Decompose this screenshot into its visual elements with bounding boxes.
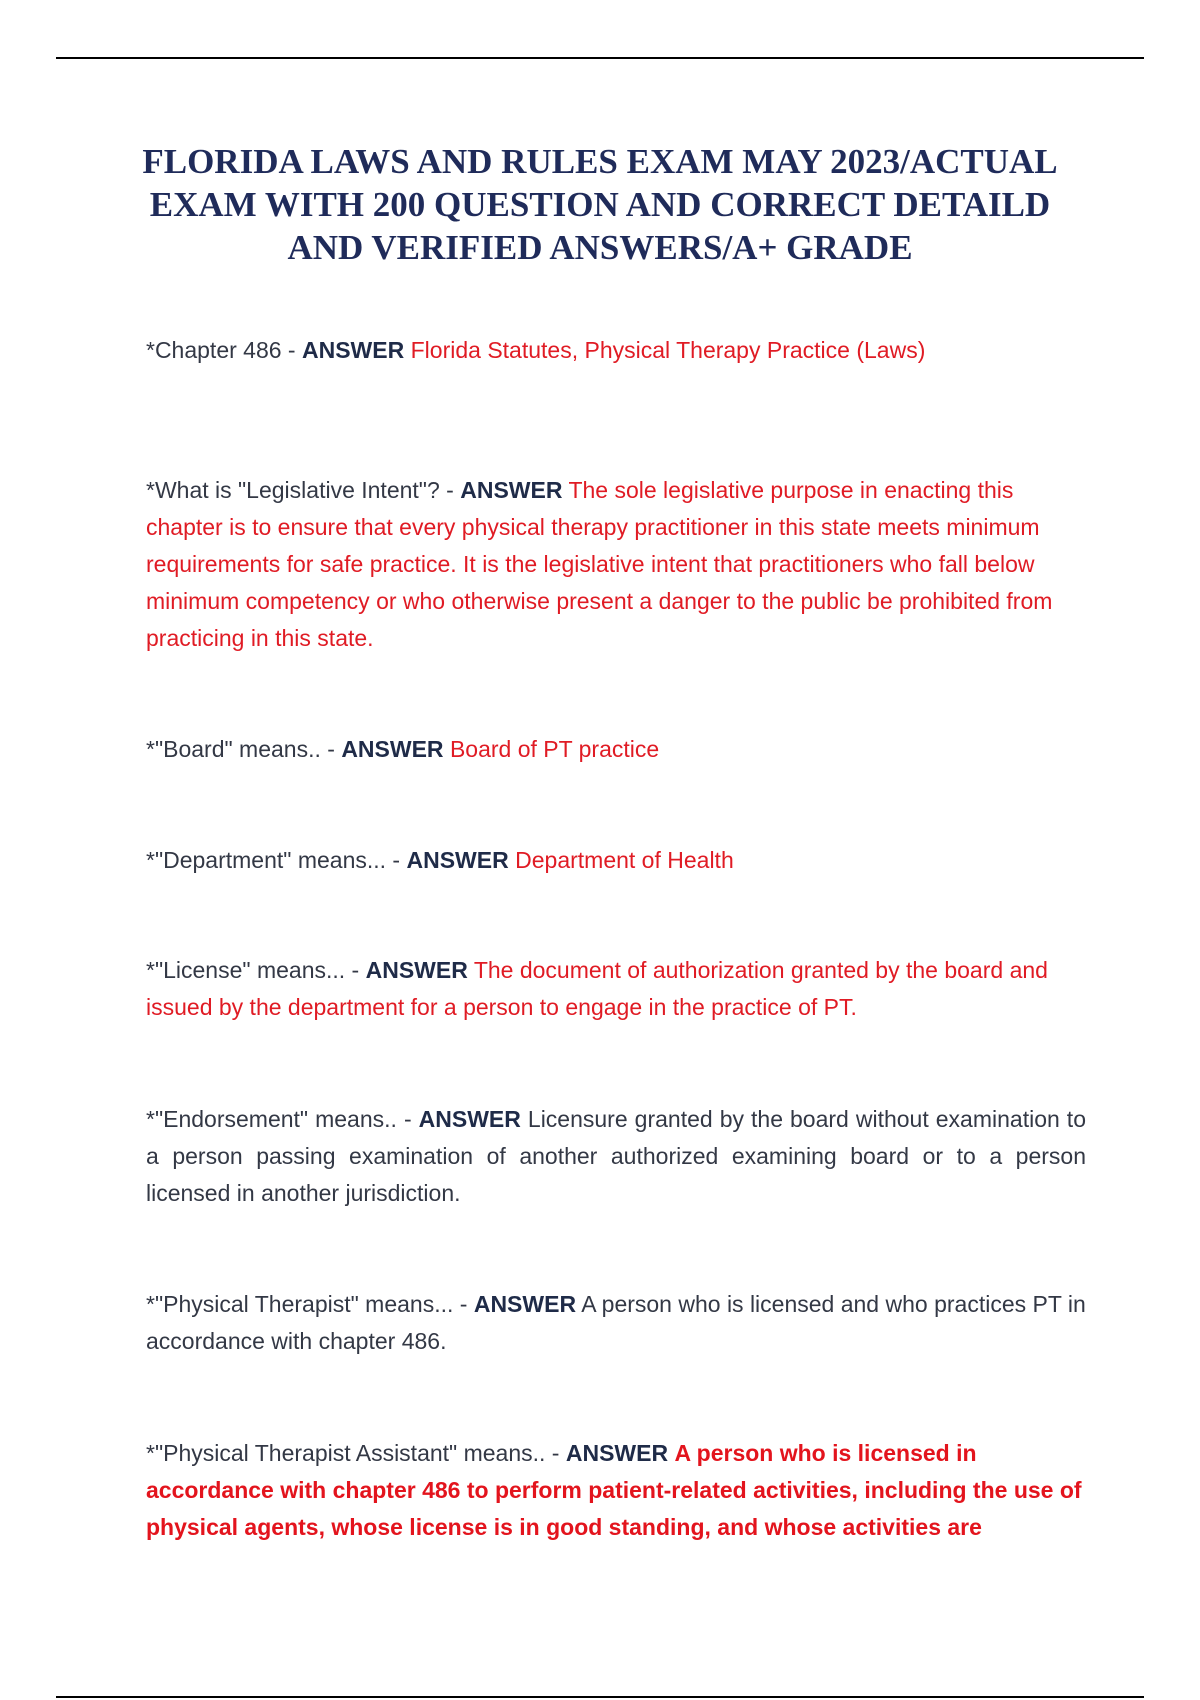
separator: - — [281, 337, 302, 363]
question-text: *"Physical Therapist Assistant" means.. — [146, 1440, 546, 1466]
qa-entry-legislative-intent — [146, 472, 1086, 657]
separator: - — [396, 1106, 419, 1132]
answer-keyword: ANSWER — [565, 1440, 669, 1466]
answer-text: Florida Statutes, Physical Therapy Practice (Laws) — [410, 337, 926, 363]
qa-entry-chapter-486 — [146, 332, 1086, 369]
question-text: *"Board" means.. — [146, 736, 321, 762]
separator: - — [439, 477, 461, 503]
qa-entry-physical-therapist-assistant — [146, 1435, 1086, 1546]
answer-text: A person who is licensed and who practices PT in accordance with chapter 486. — [146, 1291, 1086, 1354]
document-title: FLORIDA LAWS AND RULES EXAM MAY 2023/ACTUAL EXAM WITH 200 QUESTION AND CORRECT DETAILD AND VERIFIED ANSWERS/A+ GRADE — [142, 142, 1058, 267]
answer-keyword: ANSWER — [473, 1291, 577, 1317]
answer-keyword: ANSWER — [460, 477, 563, 503]
answer-keyword: ANSWER — [341, 736, 444, 762]
separator: - — [386, 847, 407, 873]
question-text: *"License" means... — [146, 957, 346, 983]
answer-text: Licensure granted by the board without examination to a person passing examination of another authorized examining board or to a person licensed in another jurisdiction. — [146, 1106, 1086, 1206]
qa-entry-department — [146, 842, 1086, 879]
question-text: *What is "Legislative Intent"? — [146, 477, 440, 503]
answer-text: The document of authorization granted by the board and issued by the department for a person to engage in the practice of PT. — [146, 957, 1048, 1020]
answer-keyword: ANSWER — [406, 847, 509, 873]
qa-entry-board — [146, 731, 1086, 768]
qa-entry-license — [146, 952, 1086, 1026]
answer-keyword: ANSWER — [418, 1106, 521, 1132]
qa-entry-physical-therapist — [146, 1286, 1086, 1360]
separator: - — [545, 1440, 566, 1466]
answer-text: Board of PT practice — [449, 736, 660, 762]
question-text: *"Endorsement" means.. — [146, 1106, 397, 1132]
question-text: *Chapter 486 — [146, 337, 282, 363]
answer-text: The sole legislative purpose in enacting this chapter is to ensure that every physical therapy practitioner in this state meets minimum requirements for safe practice. It is the legislative intent that practitioners who fall below minimum competency or who otherwise present a danger to the public be prohibited from practicing in this state. — [146, 477, 1053, 651]
question-text: *"Physical Therapist" means... — [146, 1291, 454, 1317]
separator: - — [453, 1291, 474, 1317]
bottom-rule — [56, 1696, 1144, 1698]
answer-text: A person who is licensed in accordance with chapter 486 to perform patient-related activities, including the use of physical agents, whose license is in good standing, and whose activities are — [146, 1440, 1082, 1540]
answer-keyword: ANSWER — [302, 337, 405, 363]
question-text: *"Department" means... — [146, 847, 387, 873]
qa-entry-endorsement — [146, 1101, 1086, 1212]
separator: - — [345, 957, 366, 983]
answer-keyword: ANSWER — [365, 957, 468, 983]
top-rule — [56, 57, 1144, 59]
separator: - — [320, 736, 342, 762]
answer-text: Department of Health — [515, 847, 734, 873]
